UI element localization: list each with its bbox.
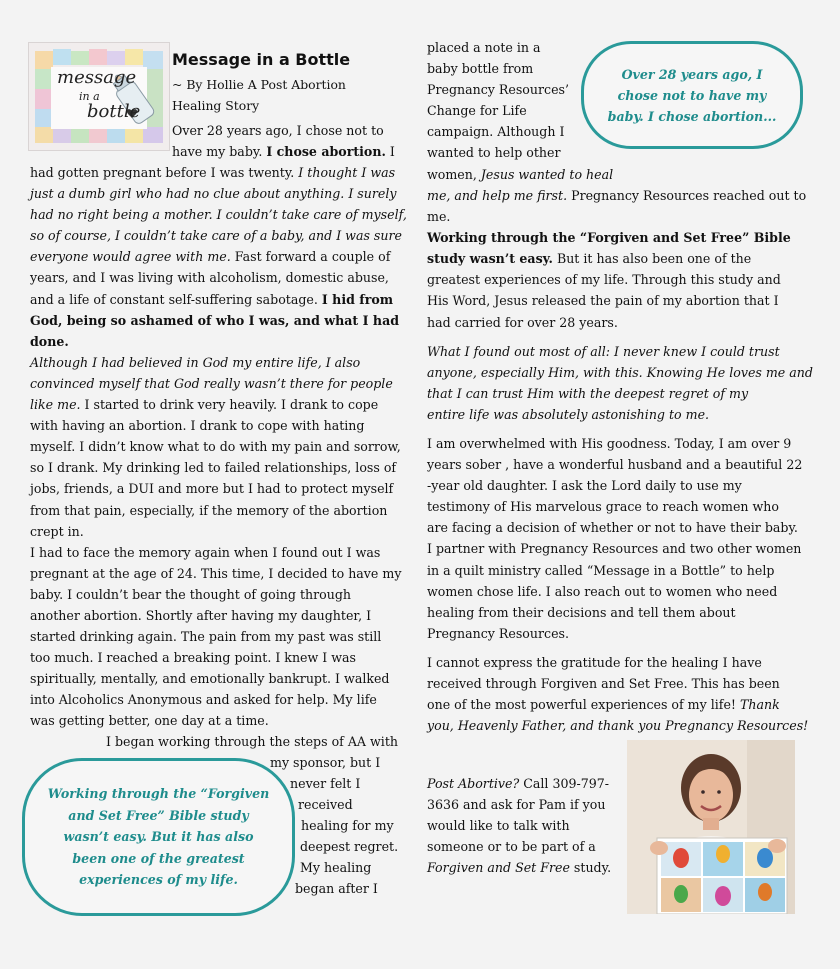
italic-text: like me. (30, 397, 81, 413)
text-line: campaign. Although I (427, 124, 565, 140)
text-line: healing for my (301, 818, 394, 833)
text-line: spiritually, mentally, and emotionally bankrupt. I walked (30, 671, 390, 687)
text-line: someone or to be part of a (427, 839, 596, 855)
bold-text: study wasn’t easy. (427, 251, 553, 267)
text-line: greatest experiences of my life. Through this study and (427, 272, 781, 288)
woman-with-quilt-illustration (627, 740, 795, 914)
text-line: But it has also been one of the (552, 251, 752, 267)
text-line: I am overwhelmed with His goodness. Today, I am over 9 (427, 436, 792, 451)
text-line: I started to drink very heavily. I drank to cope (80, 397, 379, 413)
logo-text-message: message (57, 67, 137, 88)
text-line: would like to talk with (427, 818, 570, 834)
bold-text: I hid from (321, 291, 394, 307)
italic-text: just a dumb girl who had no clue about anything. I surely (30, 186, 397, 202)
text-line: my sponsor, but I (270, 755, 381, 770)
text-line: Pregnancy Resources reached out to (567, 188, 807, 203)
text-line: testimony of His marvelous grace to reach women who (427, 499, 780, 515)
text-line: I cannot express the gratitude for the healing I have (427, 655, 762, 670)
text-line: I (385, 144, 395, 160)
italic-text: everyone would agree with me. (30, 249, 231, 265)
text-line: years sober , have a wonderful husband and a beautiful 22 (427, 457, 803, 473)
text-line: I began working through the steps of AA with (106, 734, 399, 749)
italic-text: Post Abortive? (427, 776, 520, 791)
text-line: have my baby. (172, 144, 267, 160)
text-line: that I can trust Him with the deepest regret of my (427, 386, 749, 402)
col1-para4-line5 (301, 815, 394, 836)
text-line: into Alcoholics Anonymous and asked for help. My life (30, 692, 377, 708)
col2-contact-info (427, 773, 611, 878)
italic-text: Thank (739, 697, 780, 713)
col1-para1-top (172, 120, 395, 162)
bold-text: I chose abortion. (266, 144, 386, 160)
text-line: What I found out most of all: I never knew I could trust (427, 344, 780, 359)
text-line: anyone, especially Him, with this. Knowing He loves me and (427, 365, 813, 381)
text-line: Change for Life (427, 103, 527, 119)
col2-para1-bottom (427, 185, 806, 333)
italic-text: had no right being a mother. I couldn’t take care of myself, (30, 207, 407, 223)
text-line: Fast forward a couple of (230, 249, 391, 265)
col1-para4-line3 (290, 773, 360, 794)
text-line: started drinking again. The pain from my past was still (30, 629, 382, 645)
text-line: myself. I didn’t know what to do with my pain and sorrow, (30, 439, 401, 455)
text-line: pregnant at the age of 24. This time, I decided to have my (30, 565, 402, 581)
text-line: from that pain, especially, if the memory of the abortion (30, 502, 388, 518)
text-line: entire life was absolutely astonishing to me. (427, 407, 710, 423)
col1-para1 (30, 162, 407, 732)
text-line: jobs, friends, a DUI and more but I had to protect myself (30, 481, 394, 497)
logo-text-in-a: in a (79, 90, 100, 103)
message-in-a-bottle-logo (28, 42, 170, 151)
text-line: My healing (300, 860, 372, 875)
text-line: baby. I couldn’t bear the thought of going through (30, 586, 351, 602)
text-line: Pregnancy Resources’ (427, 82, 569, 98)
text-line: never felt I (290, 776, 361, 791)
text-line: in a quilt ministry called “Message in a Bottle” to help (427, 562, 775, 578)
text-line: received through Forgiven and Set Free. This has been (427, 676, 780, 692)
text-line: baby bottle from (427, 61, 534, 77)
logo-text-bottle: bottle (87, 101, 141, 122)
bold-text: done. (30, 333, 69, 349)
text-line: received (298, 797, 353, 812)
italic-text: I thought I was (298, 165, 396, 180)
col1-para4-line7 (300, 857, 371, 878)
text-line: had gotten pregnant before I was twenty. (30, 165, 299, 180)
col2-para-gratitude (427, 652, 808, 736)
text-line: years, and I was living with alcoholism, domestic abuse, (30, 270, 389, 286)
italic-text: Although I had believed in God my entire life, I also (30, 354, 361, 370)
text-line: women, (427, 166, 481, 182)
text-line: I had to face the memory again when I found out I was (30, 544, 381, 560)
text-line: was getting better, one day at a time. (30, 713, 269, 729)
col2-para-overwhelmed (427, 433, 802, 644)
text-line: deepest regret. (300, 839, 399, 854)
text-line: so I drank. My drinking led to failed relationships, loss of (30, 460, 397, 476)
bold-text: Working through the “Forgiven and Set Free” Bible (427, 230, 791, 246)
pull-quote-text: Working through the “Forgiven and Set Free” Bible study wasn’t easy. But it has also been one of the greatest experiences of my life. (47, 786, 270, 888)
byline-line-2: Healing Story (172, 98, 260, 113)
italic-text: Forgiven and Set Free (427, 860, 570, 876)
col1-para4-line6 (300, 836, 398, 857)
text-line: Pregnancy Resources. (427, 625, 569, 641)
text-line: and a life of constant self-suffering sabotage. (30, 291, 322, 307)
col1-para4-line1 (106, 731, 398, 752)
bold-text: God, being so ashamed of who I was, and what I had (30, 312, 400, 328)
text-line: women chose life. I also reach out to women who need (427, 583, 778, 599)
italic-text: you, Heavenly Father, and thank you Pregnancy Resources! (427, 718, 809, 734)
italic-text: Jesus wanted to heal (480, 166, 614, 182)
text-line: are facing a decision of whether or not to have their baby. (427, 520, 798, 536)
pull-quote-text: Over 28 years ago, I chose not to have my baby. I chose abortion... (607, 66, 777, 124)
text-line: with having an abortion. I drank to cope with hating (30, 418, 365, 434)
italic-text: so of course, I couldn’t take care of a baby, and I was sure (30, 228, 402, 244)
text-line: crept in. (30, 523, 84, 539)
italic-text: convinced myself that God really wasn’t there for people (30, 375, 393, 391)
col1-para4-line2 (270, 752, 380, 773)
text-line: another abortion. Shortly after having my daughter, I (30, 607, 372, 623)
col2-para-trust (427, 341, 813, 425)
author-photo (627, 740, 795, 914)
text-line: I partner with Pregnancy Resources and two other women (427, 541, 802, 557)
phone-number-text: Call 309-797- (519, 776, 610, 791)
italic-text: me, and help me first. (427, 188, 568, 203)
text-line: study. (569, 860, 612, 876)
text-line: one of the most powerful experiences of my life! (427, 697, 740, 713)
col1-para4-line4 (298, 794, 353, 815)
text-line: Over 28 years ago, I chose not to (172, 123, 384, 138)
text-line: 3636 and ask for Pam if you (427, 797, 606, 813)
text-line: had carried for over 28 years. (427, 314, 618, 330)
text-line: placed a note in a (427, 40, 541, 55)
text-line: His Word, Jesus released the pain of my abortion that I (427, 293, 779, 309)
byline (172, 74, 346, 116)
text-line: began after I (295, 881, 378, 896)
pull-quote-chose-abortion (581, 41, 803, 149)
pull-quote-forgiven (22, 758, 295, 916)
text-line: me. (427, 209, 451, 225)
text-line: too much. I reached a breaking point. I knew I was (30, 650, 357, 666)
col1-para4-line8 (295, 878, 378, 899)
text-line: healing from their decisions and tell them about (427, 604, 736, 620)
byline-line-1: ~ By Hollie A Post Abortion (172, 77, 346, 92)
article-title: Message in a Bottle (172, 50, 351, 69)
text-line: -year old daughter. I ask the Lord daily to use my (427, 478, 742, 494)
text-line: wanted to help other (427, 145, 561, 161)
